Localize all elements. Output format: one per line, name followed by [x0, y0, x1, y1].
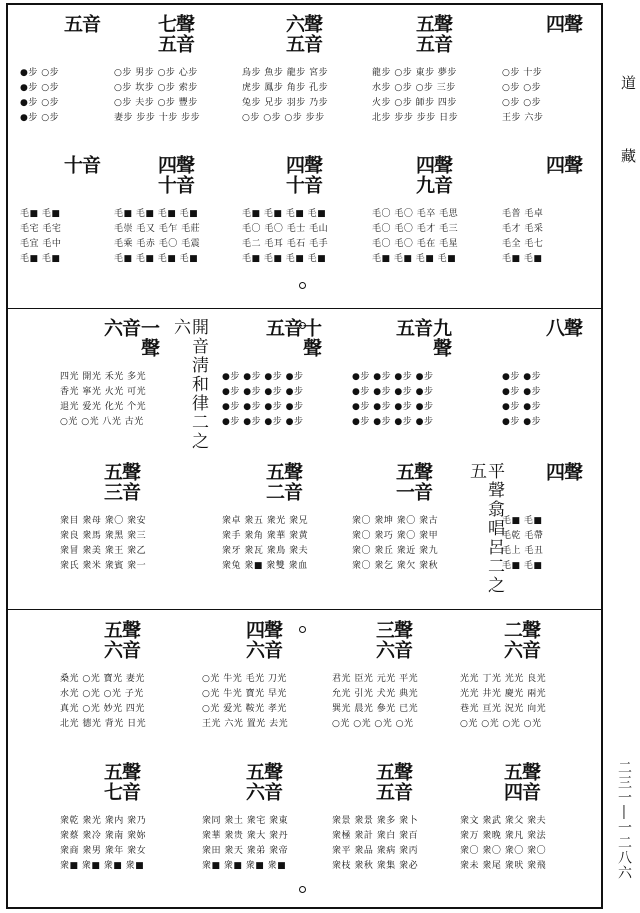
heading-label: 四十: [155, 155, 177, 195]
entry-row: ●步 ●步 ●步 ●步: [352, 402, 434, 412]
entry-row: ○步 夫步 ○步 豐步: [114, 98, 198, 108]
entry-block: [458, 620, 578, 729]
heading-label: 五: [61, 14, 83, 34]
heading-label: 六: [101, 318, 123, 338]
entry-rows: [60, 514, 178, 574]
block-heading: [220, 462, 340, 512]
heading-label: 聲音: [173, 14, 195, 54]
side-label: 藏: [619, 148, 637, 166]
heading-label: 聲音: [431, 14, 453, 54]
entry-row: 巽光 晨光 參光 已光: [332, 704, 419, 714]
heading-label: 五: [393, 318, 415, 338]
entry-row: 北步 步步 步步 日步: [372, 113, 459, 123]
block-heading: [240, 14, 360, 64]
entry-block: [58, 318, 178, 427]
entry-row: 毛〇 毛〇 毛才 毛三: [372, 224, 459, 234]
entry-row: 毛■ 毛■ 毛■ 毛■: [114, 209, 199, 219]
entry-row: 王步 六步: [502, 113, 544, 123]
entry-rows: [60, 672, 178, 732]
entry-row: 火步 ○步 師步 四步: [372, 98, 457, 108]
heading-label: 五四: [501, 762, 523, 802]
block-heading: [220, 318, 340, 368]
block-heading: [350, 462, 470, 512]
entry-row: 毛■ 毛■ 毛■ 毛■: [242, 209, 327, 219]
block-heading: [500, 155, 620, 205]
entry-row: 衆平 衆品 衆病 衆丙: [332, 846, 419, 856]
heading-label: 十聲音: [281, 318, 322, 358]
entry-row: 毛全 毛七: [502, 239, 544, 249]
entry-row: ●步 ●步 ●步 ●步: [352, 372, 434, 382]
heading-label: 四: [543, 462, 565, 482]
entry-row: 北光 德光 背光 日光: [60, 719, 147, 729]
entry-row: 桑光 ○光 寶光 妻光: [60, 674, 145, 684]
block-heading: [500, 462, 620, 512]
entry-rows: [114, 207, 232, 267]
entry-block: [200, 620, 320, 729]
block-heading: [500, 318, 620, 368]
entry-row: 毛宜 毛中: [20, 239, 62, 249]
entry-row: ○步 坎步 ○步 索步: [114, 83, 198, 93]
heading-label: 四: [543, 14, 565, 34]
entry-row: ○步 ○步: [502, 83, 542, 93]
entry-row: ●步 ●步 ●步 ●步: [222, 387, 304, 397]
entry-row: 衆冒 衆美 衆王 衆乙: [60, 546, 147, 556]
heading-label: 音: [79, 14, 101, 34]
entry-row: ●步 ●步: [502, 417, 542, 427]
heading-label: 聲音: [261, 762, 283, 802]
entry-row: 衆〇 衆〇 衆〇 衆〇: [460, 846, 547, 856]
heading-label: 聲: [561, 318, 583, 338]
entry-row: 真光 ○光 妙光 四光: [60, 704, 145, 714]
entry-rows: [60, 370, 178, 430]
heading-label: 聲音: [301, 14, 323, 54]
entry-row: 毛二 毛耳 毛石 毛手: [242, 239, 329, 249]
entry-row: ●步 ○步: [20, 83, 60, 93]
entry-row: ●步 ●步 ●步 ●步: [352, 387, 434, 397]
block-heading: [458, 620, 578, 670]
column-title: 平聲翕唱呂二之五: [466, 462, 504, 595]
entry-row: 衆華 衆贵 衆大 衆丹: [202, 831, 289, 841]
heading-label: 聲音: [173, 155, 195, 195]
entry-row: 衆目 衆母 衆〇 衆安: [60, 516, 147, 526]
entry-row: 衆牙 衆瓦 衆鳥 衆夫: [222, 546, 309, 556]
block-heading: [330, 620, 450, 670]
heading-label: 九聲音: [411, 318, 452, 358]
entry-row: 王光 六光 置光 去光: [202, 719, 289, 729]
entry-row: 毛■ 毛■: [502, 254, 543, 264]
entry-rows: [202, 814, 320, 874]
entry-row: 衆卓 衆五 衆光 衆兄: [222, 516, 309, 526]
entry-row: 龍步 ○步 東步 夢步: [372, 68, 457, 78]
entry-row: 衆氏 衆米 衆賓 衆一: [60, 561, 147, 571]
entry-block: [200, 762, 320, 871]
entry-row: 衆景 衆景 衆多 衆卜: [332, 816, 419, 826]
entry-block: [500, 155, 620, 264]
entry-row: 衆〇 衆丘 衆近 衆九: [352, 546, 439, 556]
heading-label: 聲: [561, 14, 583, 34]
heading-label: 四六: [243, 620, 265, 660]
entry-row: 毛上 毛丑: [502, 546, 544, 556]
entry-block: [220, 318, 340, 427]
entry-block: [370, 14, 490, 123]
block-heading: [58, 318, 178, 368]
block-heading: [370, 155, 490, 205]
entry-row: 衆兔 衆■ 衆雙 衆血: [222, 561, 308, 571]
heading-label: 五一: [393, 462, 415, 502]
block-heading: [330, 762, 450, 812]
heading-label: 聲音: [391, 620, 413, 660]
block-heading: [350, 318, 470, 368]
entry-row: 衆枝 衆秋 衆集 衆必: [332, 861, 419, 871]
entry-block: [58, 620, 178, 729]
entry-rows: [502, 370, 620, 430]
entry-row: 光光 丁光 光光 良光: [460, 674, 547, 684]
entry-row: ○步 ○步: [502, 98, 542, 108]
entry-row: ○光 爱光 鞍光 孝光: [202, 704, 287, 714]
entry-row: ○步 男步 ○步 心步: [114, 68, 198, 78]
heading-label: 二六: [501, 620, 523, 660]
heading-label: 五七: [101, 762, 123, 802]
entry-row: 毛乾 毛帶: [502, 531, 544, 541]
heading-label: 聲音: [301, 155, 323, 195]
block-heading: [200, 620, 320, 670]
entry-block: [330, 762, 450, 871]
entry-rows: [202, 672, 320, 732]
entry-row: ○步 ○步 ○步 步步: [242, 113, 325, 123]
entry-row: ○光 ○光 八光 古光: [60, 417, 144, 427]
heading-label: 五五: [373, 762, 395, 802]
entry-block: [112, 14, 232, 123]
entry-row: 妻步 步步 十步 步步: [114, 113, 201, 123]
heading-label: 八: [543, 318, 565, 338]
block-heading: [58, 762, 178, 812]
entry-row: 毛■ 毛■: [502, 516, 543, 526]
block-heading: [240, 155, 360, 205]
heading-label: 四九: [413, 155, 435, 195]
entry-row: 毛宅 毛宅: [20, 224, 62, 234]
entry-row: 毛〇 毛〇 毛卒 毛思: [372, 209, 459, 219]
entry-row: 退光 爱光 化光 个光: [60, 402, 147, 412]
entry-row: ●步 ●步 ●步 ●步: [352, 417, 434, 427]
heading-label: 五: [263, 318, 285, 338]
entry-row: 衆■ 衆■ 衆■ 衆■: [60, 861, 145, 871]
heading-label: 聲音: [119, 762, 141, 802]
entry-row: 毛〇 毛〇 毛在 毛星: [372, 239, 459, 249]
entry-rows: [242, 66, 360, 126]
entry-block: [500, 462, 620, 571]
circle-mark: [299, 886, 306, 893]
heading-label: 三六: [373, 620, 395, 660]
heading-label: 聲音: [391, 762, 413, 802]
entry-row: ●步 ○步: [20, 98, 60, 108]
heading-label: 聲音: [281, 462, 303, 502]
heading-label: 聲音: [431, 155, 453, 195]
entry-row: ●步 ●步: [502, 387, 542, 397]
entry-row: 衆田 衆天 衆弟 衆帝: [202, 846, 289, 856]
entry-rows: [60, 814, 178, 874]
entry-rows: [114, 66, 232, 126]
entry-row: ○光 牛光 寶光 早光: [202, 689, 287, 699]
entry-row: 衆商 衆男 衆年 衆女: [60, 846, 147, 856]
entry-block: [220, 462, 340, 571]
entry-row: 水步 ○步 ○步 三步: [372, 83, 456, 93]
entry-row: 衆万 衆晚 衆凡 衆法: [460, 831, 547, 841]
heading-label: 聲: [561, 155, 583, 175]
block-heading: [112, 155, 232, 205]
heading-label: 聲音: [519, 620, 541, 660]
entry-row: 水光 ○光 ○光 子光: [60, 689, 144, 699]
entry-rows: [372, 66, 490, 126]
entry-row: 毛■ 毛■ 毛■ 毛■: [372, 254, 457, 264]
entry-row: 毛〇 毛〇 毛士 毛山: [242, 224, 329, 234]
heading-label: 五二: [263, 462, 285, 502]
entry-row: 允光 引光 犬光 典光: [332, 689, 419, 699]
entry-rows: [460, 814, 578, 874]
entry-row: 衆〇 衆巧 衆〇 衆甲: [352, 531, 439, 541]
entry-row: 四光 開光 禾光 多光: [60, 372, 147, 382]
entry-row: ●步 ○步: [20, 68, 60, 78]
entry-row: ○光 牛光 毛光 刀光: [202, 674, 287, 684]
entry-block: [500, 14, 620, 123]
entry-row: 衆未 衆尾 衆吠 衆飛: [460, 861, 547, 871]
heading-label: 聲音: [411, 462, 433, 502]
entry-block: [350, 318, 470, 427]
entry-row: 毛■ 毛■: [502, 561, 543, 571]
block-heading: [458, 762, 578, 812]
entry-row: 毛■ 毛■: [20, 209, 61, 219]
entry-row: ○步 十步: [502, 68, 543, 78]
entry-row: 衆良 衆馬 衆黑 衆三: [60, 531, 147, 541]
entry-rows: [352, 514, 470, 574]
entry-row: 衆文 衆武 衆父 衆夫: [460, 816, 547, 826]
entry-block: [350, 462, 470, 571]
entry-row: 衆乾 衆光 衆内 衆乃: [60, 816, 147, 826]
heading-label: 聲: [561, 462, 583, 482]
block-heading: [200, 762, 320, 812]
heading-label: 音: [79, 155, 101, 175]
heading-label: 一聲音: [119, 318, 160, 358]
heading-label: 四十: [283, 155, 305, 195]
page-number: 二三一―一二八六: [616, 760, 632, 880]
entry-row: 毛乘 毛赤 毛〇 毛震: [114, 239, 201, 249]
heading-label: 五六: [101, 620, 123, 660]
section-divider: [8, 609, 601, 610]
entry-row: 光光 井光 慶光 兩光: [460, 689, 547, 699]
entry-rows: [502, 207, 620, 267]
entry-block: [500, 318, 620, 427]
entry-row: 衆〇 衆坤 衆〇 衆古: [352, 516, 439, 526]
entry-row: 巷光 亘光 況光 向光: [460, 704, 547, 714]
block-heading: [112, 14, 232, 64]
entry-row: 兔步 兄步 羽步 乃步: [242, 98, 329, 108]
entry-block: [58, 762, 178, 871]
heading-label: 聲音: [519, 762, 541, 802]
block-heading: [58, 620, 178, 670]
heading-label: 聲音: [119, 620, 141, 660]
entry-row: 毛普 毛卓: [502, 209, 544, 219]
entry-row: ○光 ○光 ○光 ○光: [460, 719, 542, 729]
entry-rows: [332, 814, 450, 874]
entry-row: 毛■ 毛■ 毛■ 毛■: [114, 254, 199, 264]
entry-rows: [222, 370, 340, 430]
entry-block: [458, 762, 578, 871]
block-heading: [370, 14, 490, 64]
entry-row: 衆極 衆計 衆白 衆百: [332, 831, 419, 841]
block-heading: [58, 462, 178, 512]
entry-row: ●步 ○步: [20, 113, 60, 123]
entry-block: [112, 155, 232, 264]
entry-rows: [242, 207, 360, 267]
entry-rows: [222, 514, 340, 574]
entry-block: [240, 155, 360, 264]
entry-rows: [460, 672, 578, 732]
entry-row: 衆蔡 衆冷 衆南 衆妳: [60, 831, 147, 841]
entry-rows: [372, 207, 490, 267]
heading-label: 五三: [101, 462, 123, 502]
entry-rows: [502, 66, 620, 126]
entry-row: 烏步 魚步 龍步 宮步: [242, 68, 329, 78]
entry-row: 毛■ 毛■ 毛■ 毛■: [242, 254, 327, 264]
side-label: 道: [619, 75, 637, 93]
entry-row: 香光 寧光 火光 可光: [60, 387, 147, 397]
entry-block: [58, 462, 178, 571]
entry-row: 衆〇 衆乞 衆欠 衆秋: [352, 561, 439, 571]
entry-row: ●步 ●步: [502, 402, 542, 412]
block-heading: [500, 14, 620, 64]
heading-label: 十: [61, 155, 83, 175]
column-title: 開音淸和律二之六: [170, 318, 208, 451]
entry-row: 毛■ 毛■: [20, 254, 61, 264]
heading-label: 五五: [413, 14, 435, 54]
heading-label: 七五: [155, 14, 177, 54]
entry-rows: [332, 672, 450, 732]
entry-row: 虎步 鳳步 角步 孔步: [242, 83, 329, 93]
entry-block: [330, 620, 450, 729]
entry-row: ●步 ●步 ●步 ●步: [222, 417, 304, 427]
entry-row: ●步 ●步: [502, 372, 542, 382]
entry-rows: [502, 514, 620, 574]
entry-row: ●步 ●步 ●步 ●步: [222, 372, 304, 382]
entry-row: 衆同 衆土 衆宅 衆東: [202, 816, 289, 826]
entry-row: 毛崇 毛又 毛乍 毛莊: [114, 224, 201, 234]
heading-label: 聲音: [119, 462, 141, 502]
heading-label: 聲音: [261, 620, 283, 660]
entry-row: ●步 ●步 ●步 ●步: [222, 402, 304, 412]
entry-rows: [352, 370, 470, 430]
entry-row: 君光 臣光 元光 平光: [332, 674, 419, 684]
heading-label: 五六: [243, 762, 265, 802]
circle-mark: [299, 282, 306, 289]
entry-block: [240, 14, 360, 123]
section-divider: [8, 308, 601, 309]
entry-row: 毛才 毛采: [502, 224, 544, 234]
entry-row: ○光 ○光 ○光 ○光: [332, 719, 414, 729]
entry-row: 衆手 衆角 衆華 衆黄: [222, 531, 309, 541]
entry-row: 衆■ 衆■ 衆■ 衆■: [202, 861, 287, 871]
heading-label: 六五: [283, 14, 305, 54]
entry-block: [370, 155, 490, 264]
heading-label: 四: [543, 155, 565, 175]
